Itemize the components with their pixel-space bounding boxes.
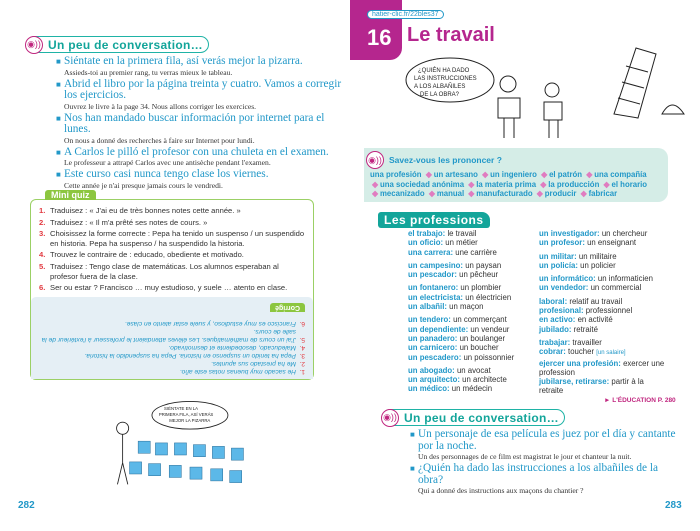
quiz-number: 2. <box>39 217 46 227</box>
diamond-icon: ◆ <box>540 179 547 189</box>
pronounce-word[interactable]: el patrón <box>549 170 583 179</box>
conversation-item <box>410 463 680 495</box>
page-number-left: 282 <box>18 500 35 511</box>
answer-item <box>39 343 305 351</box>
bullet-icon: ■ <box>56 147 61 157</box>
spanish-term: un electricista: <box>408 292 464 302</box>
french-term: un vendeur <box>470 324 510 334</box>
french-term: professionnel <box>585 306 633 316</box>
quiz-item <box>39 218 305 228</box>
french-term: exercer une profession <box>539 358 665 377</box>
conversation-line <box>410 463 680 486</box>
diamond-icon: ◆ <box>536 189 543 199</box>
french-term: un maçon <box>449 302 484 312</box>
conversation-item <box>410 429 680 461</box>
vocab-entry <box>408 353 533 362</box>
french-term: partir à la retraite <box>539 377 644 396</box>
corrige-list <box>39 319 305 375</box>
audio-icon[interactable]: ◉)) <box>381 409 399 427</box>
spanish-term: un arquitecto: <box>408 375 460 385</box>
spanish-sentence: ¿Quién ha dado las instrucciones a los albañiles de la obra? <box>418 462 658 486</box>
vocab-entry <box>539 297 669 306</box>
corrige-label: Corrigé <box>270 303 305 312</box>
vocab-entry <box>408 375 533 384</box>
french-term: un paysan <box>465 260 502 270</box>
pronounce-word[interactable]: el horario <box>611 179 648 189</box>
quiz-number: 1. <box>39 206 46 215</box>
french-term: un informaticien <box>597 274 653 284</box>
vocab-entry <box>539 229 669 238</box>
professions-title: Les professions <box>378 212 490 228</box>
french-term: un métier <box>445 238 478 248</box>
bullet-icon: ■ <box>56 113 61 123</box>
right-conversation-header: ◉)) Un peu de conversation… <box>382 409 565 426</box>
chapter-number: 16 <box>367 25 392 50</box>
svg-text:MEJOR LA PIZARRA: MEJOR LA PIZARRA <box>169 418 211 424</box>
vocab-entry <box>408 261 533 270</box>
spanish-term: ejercer una profesión: <box>539 358 621 368</box>
conversation-item <box>56 56 348 77</box>
quiz-text: Ser ou estar ? Francisco … muy estudioso, y suele … atento en clase. <box>50 283 288 293</box>
pronunciation-box <box>364 148 668 202</box>
quiz-number: 3. <box>39 229 46 239</box>
vocab-entry <box>408 270 533 279</box>
spanish-term: un médico: <box>408 384 450 394</box>
chapter-title: Le travail <box>407 24 495 46</box>
spanish-term: un dependiente: <box>408 324 469 334</box>
french-term: retraité <box>573 324 598 334</box>
quiz-number: 6. <box>39 283 46 293</box>
diamond-icon: ◆ <box>580 189 587 199</box>
spanish-term: un pescador: <box>408 270 457 280</box>
quiz-item <box>39 206 305 216</box>
french-term: en activité <box>577 315 613 325</box>
french-term: le travail <box>447 229 477 238</box>
vocab-entry <box>408 366 533 375</box>
mini-quiz-box <box>30 190 314 380</box>
vocab-entry <box>408 315 533 324</box>
spanish-term: un carnicero: <box>408 343 458 353</box>
answer-number: 5. <box>299 335 305 343</box>
spanish-term: un pescadero: <box>408 352 462 362</box>
svg-text:LAS INSTRUCCIONES: LAS INSTRUCCIONES <box>414 76 477 82</box>
corrige-box <box>31 297 313 379</box>
vocab-entry <box>539 238 669 247</box>
vocab-entry <box>408 325 533 334</box>
spanish-term: un oficio: <box>408 238 444 248</box>
french-term: relatif au travail <box>569 296 623 306</box>
professions-column-2 <box>539 229 669 396</box>
pronounce-word[interactable]: una profesión <box>370 170 422 179</box>
audio-icon[interactable]: ◉)) <box>366 151 384 169</box>
spanish-term: un informático: <box>539 274 596 284</box>
answer-item <box>39 327 305 343</box>
answer-number: 4. <box>299 343 305 351</box>
french-term: un électricien <box>465 292 512 302</box>
french-term: travailler <box>572 337 602 347</box>
conversation-line <box>410 429 680 452</box>
spanish-term: el trabajo: <box>408 229 446 238</box>
spanish-term: trabajar: <box>539 337 571 347</box>
pronounce-word[interactable]: una sociedad anónima <box>380 179 465 189</box>
diamond-icon: ◆ <box>541 170 548 179</box>
answer-number: 6. <box>299 319 305 327</box>
spanish-term: una carrera: <box>408 247 454 257</box>
pronounce-word[interactable]: manual <box>436 189 465 199</box>
answer-number: 2. <box>299 359 305 367</box>
spanish-term: un militar: <box>539 251 577 261</box>
svg-text:SIÉNTATE EN LA: SIÉNTATE EN LA <box>164 406 199 412</box>
vocab-entry <box>539 261 669 270</box>
answer-text: Me ha prestado sus apuntes. <box>210 359 296 367</box>
vocab-entry <box>539 315 669 324</box>
left-conversation-list <box>56 56 348 192</box>
answer-item <box>39 319 305 327</box>
conversation-line <box>56 169 348 181</box>
french-term: un commerçant <box>453 315 507 325</box>
conversation-item <box>56 169 348 190</box>
spanish-term: un fontanero: <box>408 283 459 293</box>
spanish-term: un abogado: <box>408 365 455 375</box>
pronounce-word[interactable]: mecanizado <box>380 189 425 199</box>
vocab-entry <box>408 334 533 343</box>
vocab-entry <box>539 306 669 315</box>
vocab-entry <box>539 325 669 334</box>
answer-text: J'ai un cours de mathématiques. Les élèves attendaient le professeur à l'extérieur de la salle de cours. <box>41 327 296 343</box>
spanish-term: en activo: <box>539 315 576 325</box>
diamond-icon: ◆ <box>372 189 378 199</box>
answer-text: He sacado muy buenas notas este año. <box>179 367 296 375</box>
mini-quiz-list <box>31 200 313 293</box>
spanish-term: profesional: <box>539 306 584 316</box>
diamond-icon: ◆ <box>468 179 475 189</box>
vocab-entry <box>539 274 669 283</box>
french-translation: Assieds-toi au premier rang, tu verras mieux le tableau. <box>64 67 233 77</box>
quiz-number: 4. <box>39 250 46 260</box>
spanish-term: un panadero: <box>408 333 458 343</box>
vocab-entry <box>539 377 669 396</box>
french-term: un plombier <box>460 283 502 293</box>
answer-number: 3. <box>299 351 305 359</box>
spanish-term: un tendero: <box>408 315 451 325</box>
quiz-text: Trouvez le contraire de : educado, obediente et motivado. <box>50 250 244 260</box>
svg-text:A LOS ALBAÑILES: A LOS ALBAÑILES <box>414 84 466 90</box>
conversation-item <box>56 113 348 145</box>
quiz-item <box>39 262 305 281</box>
french-term: un policier <box>580 260 616 270</box>
spanish-term: cobrar: <box>539 347 566 357</box>
french-term: un boucher <box>459 343 499 353</box>
bullet-icon: ■ <box>56 57 61 66</box>
pisa-tower-cartoon <box>400 46 700 146</box>
answer-item <box>39 351 305 359</box>
spanish-sentence: Este curso casi nunca tengo clase los viernes. <box>64 168 269 180</box>
french-translation: Cette année je n'ai presque jamais cours le vendredi. <box>64 180 223 190</box>
diamond-icon: ◆ <box>372 179 378 189</box>
svg-text:DE LA OBRA?: DE LA OBRA? <box>420 92 460 98</box>
spanish-sentence: Abrid el libro por la página treinta y cuatro. Vamos a corregir los ejercicios. <box>64 77 342 101</box>
pronounce-word[interactable]: manufacturado <box>476 189 533 199</box>
french-term: un médecin <box>451 384 493 394</box>
spanish-sentence: Un personaje de esa película es juez por el día y cantante por la noche. <box>418 428 676 452</box>
vocab-entry <box>539 347 669 358</box>
spanish-sentence: Siéntate en la primera fila, así verás mejor la pizarra. <box>64 55 303 67</box>
spanish-sentence: Nos han mandado buscar información por internet para el lunes. <box>64 111 325 135</box>
svg-text:PRIMERA FILA, ASÍ VERÁS: PRIMERA FILA, ASÍ VERÁS <box>158 412 214 418</box>
french-term: un chercheur <box>601 229 648 238</box>
answer-item <box>39 359 305 367</box>
bullet-icon: ■ <box>410 430 415 439</box>
term-note: [un salaire] <box>596 350 626 357</box>
conversation-line <box>56 113 348 136</box>
pronounce-word[interactable]: un ingeniero <box>490 170 537 179</box>
bullet-icon: ■ <box>410 464 415 473</box>
pronounce-word[interactable]: un artesano <box>433 170 478 179</box>
conversation-line <box>56 147 348 159</box>
vocab-entry <box>408 283 533 292</box>
french-term: un avocat <box>456 365 491 375</box>
vocab-entry <box>408 293 533 302</box>
chapter-url-link[interactable]: hatier-clic.fr/22bles37 <box>367 10 444 19</box>
diamond-icon: ◆ <box>428 189 435 199</box>
spanish-term: un profesor: <box>539 238 585 248</box>
diamond-icon: ◆ <box>468 189 475 199</box>
diamond-icon: ◆ <box>586 170 593 179</box>
quiz-item <box>39 283 305 293</box>
quiz-item <box>39 250 305 260</box>
french-term: un pêcheur <box>459 270 499 280</box>
pronounce-word[interactable]: producir <box>544 189 577 199</box>
quiz-text: Traduisez : Tengo clase de matemáticas. Los alumnos esperaban al profesor fuera de la clase. <box>50 261 279 281</box>
conversation-item <box>56 79 348 111</box>
french-translation: Ouvrez le livre à la page 34. Nous allons corriger les exercices. <box>64 101 257 111</box>
svg-text:¿QUIÉN HA DADO: ¿QUIÉN HA DADO <box>418 68 470 74</box>
vocab-entry <box>408 384 533 393</box>
pronunciation-words <box>364 170 668 199</box>
french-term: un architecte <box>462 375 507 385</box>
vocab-entry <box>408 343 533 352</box>
diamond-icon: ◆ <box>425 170 432 179</box>
french-translation: Le professeur a attrapé Carlos avec une antisèche pendant l'examen. <box>64 158 271 167</box>
answer-text: Pepa ha tenido un suspenso en historia. Pepa ha suspendido la historia. <box>84 351 296 359</box>
french-term: un enseignant <box>587 238 637 248</box>
conversation-line <box>56 56 348 68</box>
vocab-entry <box>539 359 669 378</box>
page-number-right: 283 <box>665 500 682 511</box>
vocab-entry <box>408 229 533 238</box>
audio-icon[interactable]: ◉)) <box>25 36 43 54</box>
pronunciation-title: Savez-vous les prononcer ? <box>389 155 502 165</box>
french-term: une carrière <box>455 247 497 257</box>
french-translation: On nous a donné des recherches à faire sur Internet pour lundi. <box>64 135 255 145</box>
french-term: un poissonnier <box>463 352 515 362</box>
french-term: un commercial <box>590 283 642 293</box>
spanish-term: un vendedor: <box>539 283 589 293</box>
french-translation: Qui a donné des instructions aux maçons du chantier ? <box>418 486 584 495</box>
pronounce-word[interactable]: la producción <box>548 179 600 189</box>
vocab-entry <box>408 302 533 311</box>
answer-text: Maleducado, desobediente et desmotivado. <box>168 343 296 351</box>
answer-item <box>39 367 305 375</box>
pronounce-word[interactable]: fabricar <box>588 189 618 199</box>
quiz-text: Traduisez : « Il m'a prêté ses notes de cours. » <box>50 217 208 227</box>
pronounce-word[interactable]: la materia prima <box>476 179 537 189</box>
spanish-term: un policía: <box>539 260 578 270</box>
spanish-sentence: A Carlos le pilló el profesor con una chuleta en el examen. <box>64 145 329 158</box>
mini-quiz-label: Mini quiz <box>45 190 96 200</box>
spanish-term: laboral: <box>539 296 568 306</box>
vocab-entry <box>539 283 669 292</box>
spanish-term: un investigador: <box>539 229 600 238</box>
quiz-number: 5. <box>39 261 46 271</box>
spanish-term: un albañil: <box>408 302 447 312</box>
quiz-text: Traduisez : « J'ai eu de très bonnes notes cette année. » <box>50 206 241 215</box>
diamond-icon: ◆ <box>603 179 610 189</box>
crossref-education-link[interactable]: ► L'ÉDUCATION P. 280 <box>604 397 676 404</box>
diamond-icon: ◆ <box>482 170 489 179</box>
vocab-entry <box>539 338 669 347</box>
classroom-cartoon <box>95 398 259 493</box>
answer-number: 1. <box>299 367 305 375</box>
professions-column-1 <box>408 229 533 394</box>
answer-text: Francisco es muy estudioso, y suele estar atento en clase. <box>124 319 296 327</box>
vocab-entry <box>539 252 669 261</box>
conversation-item <box>56 147 348 168</box>
pronounce-word[interactable]: una compañía <box>594 170 647 179</box>
french-term: un boulanger <box>459 333 506 343</box>
french-term: un militaire <box>578 251 617 261</box>
spanish-term: jubilado: <box>539 324 572 334</box>
spanish-term: un campesino: <box>408 260 464 270</box>
left-conversation-header: ◉)) Un peu de conversation… <box>26 36 209 53</box>
bullet-icon: ■ <box>56 79 61 89</box>
quiz-text: Choisissez la forme correcte : Pepa ha tenido un suspenso / un suspendido en historia. Pepa ha suspenso / ha suspendido la historia. <box>50 229 305 248</box>
vocab-entry <box>408 248 533 257</box>
right-conversation-list <box>410 429 680 497</box>
spanish-term: jubilarse, retirarse: <box>539 377 610 387</box>
bullet-icon: ■ <box>56 170 61 179</box>
vocab-entry <box>408 238 533 247</box>
conversation-line <box>56 79 348 102</box>
quiz-item <box>39 229 305 248</box>
french-term: toucher <box>568 347 595 357</box>
french-translation: Un des personnages de ce film est magistrat le jour et chanteur la nuit. <box>418 452 632 461</box>
